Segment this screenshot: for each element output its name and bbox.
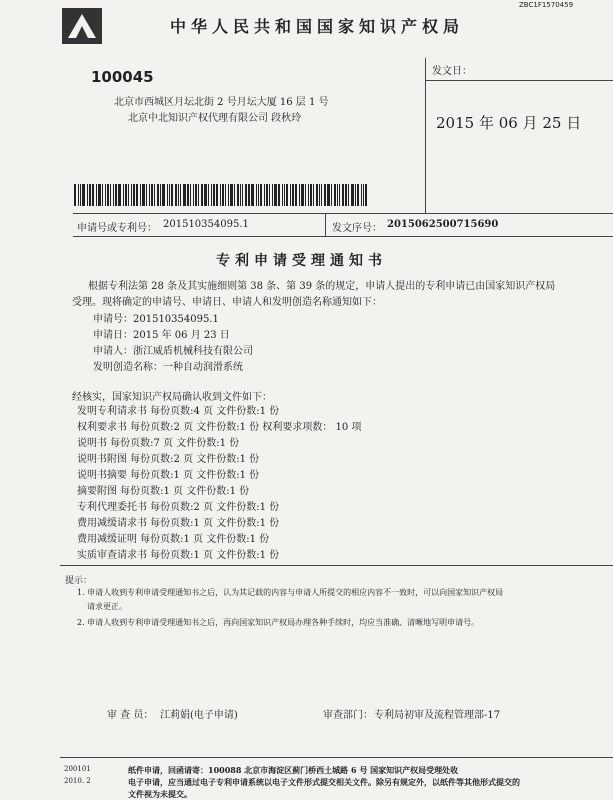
- doc-code: ZBC1F1570459: [519, 1, 574, 9]
- note-1-line-2: 请求更正。: [87, 602, 127, 611]
- form-note-line-2: 电子申请，应当通过电子专利申请系统以电子文件形式提交相关文件。除另有规定外，以纸件等其他形式提交的: [128, 777, 520, 787]
- received-heading: 经核实，国家知识产权局确认收到文件如下：: [72, 392, 272, 403]
- serial-number: 2015062500715690: [387, 219, 499, 230]
- address-line: 北京市西城区月坛北街 2 号月坛大厦 16 层 1 号: [114, 97, 329, 108]
- dept-name: 专利局初审及流程管理部-17: [374, 710, 501, 721]
- issue-date: 2015 年 06 月 25 日: [436, 114, 582, 132]
- notice-title: 专利申请受理通知书: [216, 253, 387, 269]
- detail-app-date: 申请日：2015 年 06 月 23 日: [93, 330, 230, 341]
- examiner-name: 江莉娟(电子申请): [160, 710, 238, 721]
- office-title: 中华人民共和国国家知识产权局: [170, 17, 465, 36]
- form-code-1: 200101: [64, 765, 91, 773]
- detail-invention: 发明创造名称：一种自动润滑系统: [93, 362, 243, 373]
- received-document-item: 说明书摘要 每份页数:1 页 文件份数:1 份: [77, 470, 260, 481]
- received-document-item: 费用减缓请求书 每份页数:1 页 文件份数:1 份: [77, 518, 280, 529]
- office-logo: [62, 8, 102, 44]
- recipient-line: 北京中北知识产权代理有限公司 段秋玲: [128, 113, 302, 124]
- received-document-item: 摘要附图 每份页数:1 页 文件份数:1 份: [77, 486, 250, 497]
- received-document-item: 专利代理委托书 每份页数:2 页 文件份数:1 份: [77, 502, 280, 513]
- received-document-item: 权利要求书 每份页数:2 页 文件份数:1 份 权利要求项数： 10 项: [77, 422, 362, 433]
- received-document-item: 说明书 每份页数:7 页 文件份数:1 份: [77, 438, 240, 449]
- received-document-item: 说明书附图 每份页数:2 页 文件份数:1 份: [77, 454, 260, 465]
- intro-line-1: 根据专利法第 28 条及其实施细则第 38 条、第 39 条的规定，申请人提出的专利申请已由国家知识产权局: [88, 281, 556, 292]
- received-document-item: 发明专利请求书 每份页数:4 页 文件份数:1 份: [77, 406, 280, 417]
- notes-heading: 提示：: [65, 576, 93, 586]
- received-document-item: 费用减缓证明 每份页数:1 页 文件份数:1 份: [77, 534, 270, 545]
- examiner-label: 审 查 员：: [107, 710, 154, 721]
- form-code-2: 2010. 2: [64, 777, 91, 785]
- issue-date-label: 发文日：: [432, 66, 472, 77]
- note-1-line-1: 1. 申请人收到专利申请受理通知书之后，认为其记载的内容与申请人所提交的相应内容不一致时，可以向国家知识产权局: [77, 588, 504, 597]
- detail-applicant: 申请人：浙江威盾机械科技有限公司: [93, 346, 253, 357]
- dept-label: 审查部门：: [323, 710, 373, 721]
- app-number-label: 申请号或专利号：: [77, 223, 157, 234]
- serial-number-label: 发文序号：: [332, 223, 382, 234]
- detail-app-number: 申请号：201510354095.1: [93, 314, 219, 325]
- form-note-line-3: 文件视为未提交。: [128, 789, 192, 799]
- note-2-line-1: 2. 申请人收到专利申请受理通知书之后，再向国家知识产权局办理各种手续时，均应当准确、清晰地写明申请号。: [77, 618, 480, 627]
- app-number: 201510354095.1: [163, 219, 249, 230]
- intro-line-2: 受理。现将确定的申请号、申请日、申请人和发明创造名称通知如下：: [72, 297, 382, 308]
- address-barcode: [74, 184, 369, 206]
- form-note-line-1: 纸件申请，回函请寄：100088 北京市海淀区蓟门桥西土城路 6 号 国家知识产权局受理处收: [128, 765, 459, 775]
- postal-code: 100045: [91, 68, 154, 86]
- received-document-item: 实质审查请求书 每份页数:1 页 文件份数:1 份: [77, 550, 280, 561]
